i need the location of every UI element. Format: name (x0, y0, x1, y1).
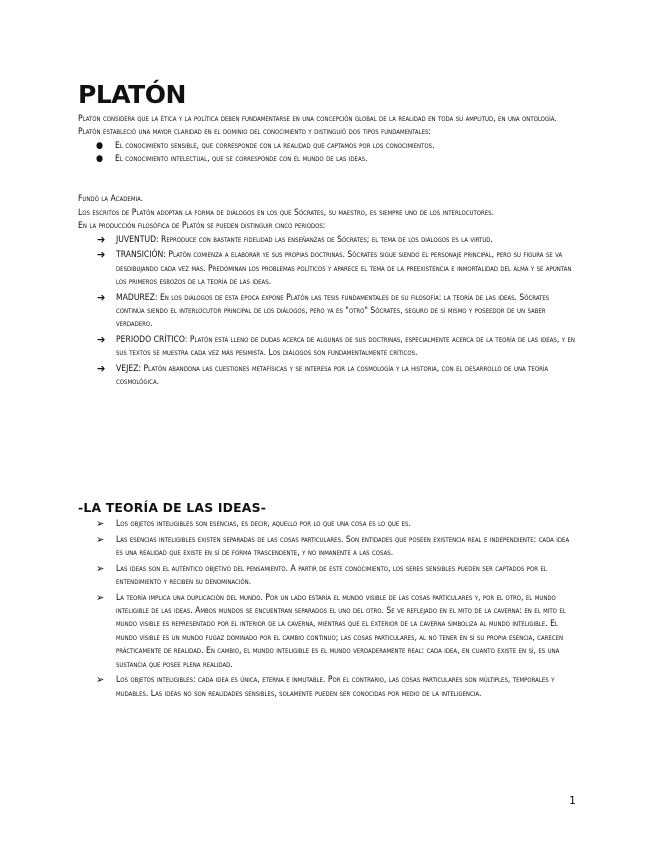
list-item-text: Las ideas son el auténtico objetivo del pensamiento. A partir de este conocimiento, los seres sensibles pueden ser captados por el entendimiento y reciben su denominación. (116, 563, 547, 587)
list-item-text: TRANSICIÓN: Platón comienza a elaborar ye sus propias doctrinas. Sócrates sigue siendo el personaje principal, pero su figura se va desdibujando cada vez más. Predominan los problemas políticos y aparece el tema de la preexistencia e inmortalidad del alma y se apuntan los primeros esbozos de la teoría de las ideas. (116, 250, 572, 288)
bullet-dot-icon: ● (96, 140, 104, 151)
page-title: PLATÓN (78, 80, 186, 109)
triangle-arrow-icon: ➢ (96, 561, 105, 575)
list-item-text: VEJEZ: Platón abandona las cuestiones metafísicas y se interesa por la cosmología y la historia, con el desarrollo de una teoría cosmológica. (116, 364, 549, 388)
list-item (78, 518, 578, 531)
list-item-text: El conocimiento intelectual, que se corresponde con el mundo de las ideas. (115, 154, 368, 165)
list-item-text: PERIODO CRÍTICO: Platón está lleno de dudas acerca de algunas de sus doctrinas, especialmente acerca de la teoría de las ideas, y en sus textos se muestra cada vez más pesimista. Los diálogos son fundamentalmente críticos. (116, 335, 575, 359)
intro-paragraph: Platón estableció una mayor claridad en el dominio del conocimiento y distinguió dos tipos fundamentales: (78, 127, 432, 138)
triangle-arrow-icon: ➢ (96, 517, 105, 530)
list-item-text: MADUREZ: En los diálogos de esta época expone Platón las tesis fundamentales de su filosofía: la teoría de las ideas. Sócrates continúa siendo el interlocutor principal de los diálogos, pero ya es "otro" Sócrates, seguro de sí mismo y poseedor de un saber verdadero. (116, 292, 550, 330)
list-item (78, 140, 578, 153)
intro-section (78, 113, 578, 392)
list-item (78, 363, 578, 390)
intro-paragraph: Platón considera que la ética y la política deben fundamentarse en una concepción global de la realidad en toda su amplitud, en una ontología. (78, 114, 557, 124)
ideas-list (78, 518, 578, 701)
list-item (78, 592, 578, 672)
triangle-arrow-icon: ➢ (96, 673, 105, 687)
list-item (78, 249, 578, 289)
paragraph-academia: Fundó la Academia. (78, 194, 144, 205)
list-item-text: El conocimiento sensible, que corresponde con la realidad que captamos por los conocimientos. (115, 140, 435, 151)
list-item (78, 534, 578, 561)
list-item (78, 563, 578, 590)
arrow-right-icon: ➔ (97, 333, 106, 347)
list-item-text: La teoría implica una duplicación del mundo. Por un lado estaría el mundo visible de las cosas particulares y, por el otro, el mundo inteligible de las ideas. Ambos mundos se encuentran separados el uno del otro. Se ve reflejado en el mito de la caverna: en el mito el mundo visible es representado por el interior de la caverna, mientras que el exterior de la caverna simboliza al mundo inteligible. El mundo visible es un mundo fugaz dominado por el cambio continuo; las cosas particulares, al no tener en sí su propia esencia, carecen prácticamente de realidad. En cambio, el mundo inteligible es el mundo verdaderamente real: cada idea, en cuanto existe en sí, es una sustancia que posee plena realidad. (116, 592, 566, 670)
list-item-text: Los objetos inteligibles: cada idea es única, eterna e inmutable. Por el contrario, las cosas particulares son múltiples, temporales y mudables. Las ideas no son realidades sensibles, solamente pueden ser conocidas por medio de la inteligencia. (116, 675, 555, 699)
paragraph-dialogues: Los escritos de Platón adoptan la forma de diálogos en los que Sócrates, su maestro, es siempre uno de los interlocutores. (78, 207, 495, 218)
triangle-arrow-icon: ➢ (96, 590, 105, 604)
list-item (78, 334, 578, 361)
arrow-right-icon: ➔ (97, 232, 106, 246)
periods-list (78, 234, 578, 390)
paragraph-periods-intro: En la producción filosófica de Platón se pueden distinguir cinco periodos: (78, 221, 326, 232)
list-item-text: Los objetos inteligibles son esencias, es decir, aquello por lo que una cosa es lo que es. (116, 519, 411, 529)
list-item (78, 292, 578, 332)
bullet-dot-icon: ● (96, 154, 104, 165)
arrow-right-icon: ➔ (97, 290, 106, 304)
ideas-section (78, 518, 578, 703)
knowledge-types-list (78, 140, 578, 167)
list-item-text: Las esencias inteligibles existen separadas de las cosas particulares. Son entidades que poseen existencia real e independiente: cada idea es una realidad que existe en sí de forma trascendente, y no inmanente a las cosas. (116, 534, 570, 558)
list-item (78, 234, 578, 247)
arrow-right-icon: ➔ (97, 248, 106, 262)
arrow-right-icon: ➔ (97, 362, 106, 376)
section-heading-wrap (78, 500, 266, 516)
list-item (78, 674, 578, 701)
page-number: 1 (569, 794, 576, 807)
list-item-text: JUVENTUD: Reproduce con bastante fidelidad las enseñanzas de Sócrates; el tema de los diálogos es la virtud. (116, 234, 493, 245)
triangle-arrow-icon: ➢ (96, 532, 105, 546)
section-title: -LA TEORÍA DE LAS IDEAS- (78, 500, 267, 515)
list-item (78, 153, 578, 166)
